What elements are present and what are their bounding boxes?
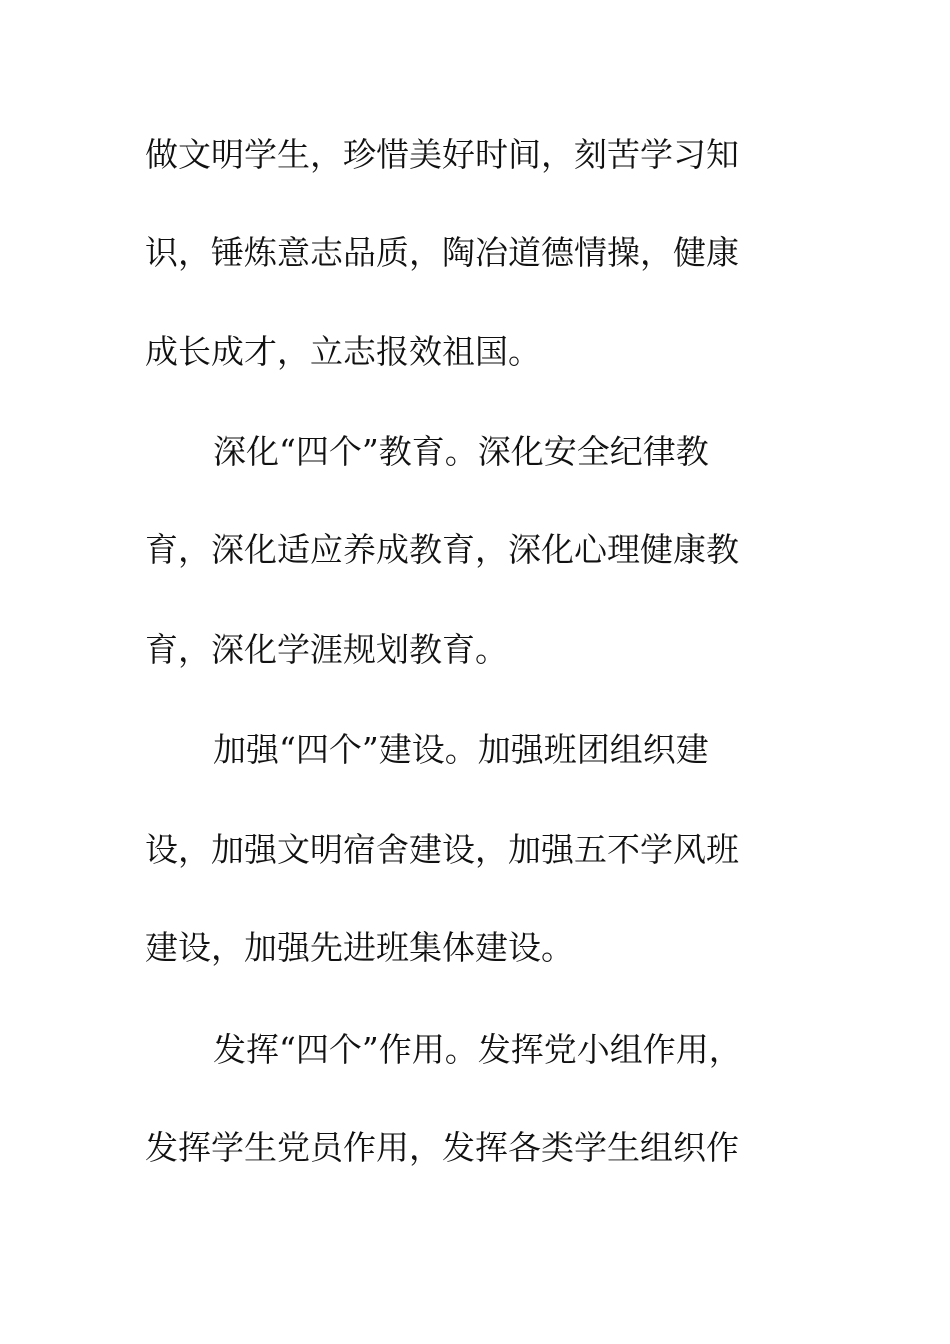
paragraph-heading-line: 发挥“四个”作用。发挥党小组作用， xyxy=(213,1030,742,1069)
paragraph-heading-line: 深化“四个”教育。深化安全纪律教 xyxy=(213,432,709,471)
paragraph-heading-line: 加强“四个”建设。加强班团组织建 xyxy=(213,730,709,769)
text-line: 识，锤炼意志品质，陶冶道德情操，健康 xyxy=(145,233,739,272)
text-line: 设，加强文明宿舍建设，加强五不学风班 xyxy=(145,830,739,869)
text-line: 发挥学生党员作用，发挥各类学生组织作 xyxy=(145,1128,739,1167)
text-line: 做文明学生，珍惜美好时间，刻苦学习知 xyxy=(145,135,739,174)
text-line: 育，深化学涯规划教育。 xyxy=(145,630,508,669)
text-line: 建设，加强先进班集体建设。 xyxy=(145,928,574,967)
text-line: 育，深化适应养成教育，深化心理健康教 xyxy=(145,530,739,569)
text-line: 成长成才，立志报效祖国。 xyxy=(145,332,541,371)
